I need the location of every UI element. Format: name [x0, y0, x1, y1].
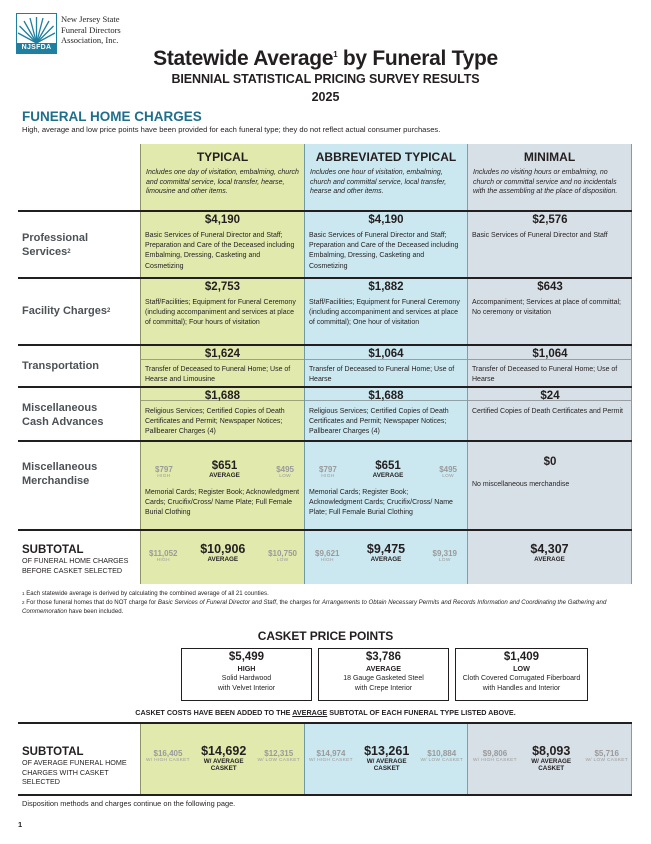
section-heading: FUNERAL HOME CHARGES: [22, 109, 202, 124]
cell-facility-minimal: [472, 281, 628, 318]
row-label-transportation: [22, 359, 134, 373]
logo-line: Funeral Directors: [61, 24, 121, 35]
price: $4,190: [204, 214, 241, 226]
high-price: $9,806 W/ HIGH CASKET: [473, 749, 517, 763]
row-rule: [18, 794, 632, 796]
survey-year: 2025: [311, 90, 340, 104]
cell-merch-abbreviated: [309, 444, 463, 526]
subtotal-subtitle: OF FUNERAL HOME CHARGES BEFORE CASKET SELECTED: [22, 556, 129, 575]
average-price: $9,475 AVERAGE: [366, 542, 406, 563]
row-rule: [18, 529, 632, 531]
item-description: Religious Services; Certified Copies of Death Certificates and Permit; Newspaper Notices; Pallbearer Charges (4): [309, 408, 449, 436]
cell-facility-typical: [145, 281, 300, 329]
price: $4,190: [368, 214, 404, 226]
cell-cash-typical: [145, 390, 300, 438]
column-header-minimal: MINIMAL: [523, 150, 576, 164]
footnotes: [22, 589, 632, 616]
item-description: Memorial Cards; Register Book; Acknowledgment Cards; Crucifix/Cross/ Name Plate; Full Female Burial Clothing: [145, 489, 300, 517]
subtotal-with-casket-table: [18, 722, 632, 796]
price: $0: [543, 456, 557, 468]
price-range: [155, 460, 294, 479]
casket-note: CASKET COSTS HAVE BEEN ADDED TO THE AVERAGE SUBTOTAL OF EACH FUNERAL TYPE LISTED ABOVE.: [135, 708, 516, 717]
low-price: $10,884 W/ LOW CASKET: [420, 749, 463, 763]
price: $1,624: [204, 348, 241, 360]
cell-merch-typical: [145, 444, 300, 526]
low-price: $495 LOW: [276, 465, 294, 479]
cell-professional-abbreviated: [309, 214, 463, 272]
row-label-line: Services: [22, 246, 68, 258]
item-description: Transfer of Deceased to Funeral Home; Use of Hearse: [309, 366, 455, 384]
cell-transportation-typical: [145, 348, 300, 385]
row-label-line: Facility Charges: [22, 305, 107, 317]
low-price: $12,315 W/ LOW CASKET: [257, 749, 300, 763]
row-label-line: Miscellaneous: [22, 402, 98, 414]
row-label-line: Miscellaneous: [22, 461, 98, 473]
logo-line: Association, Inc.: [61, 35, 119, 45]
subtotal-title: SUBTOTAL: [22, 544, 84, 556]
low-price: $495 LOW: [439, 465, 457, 479]
high-price: $797 HIGH: [155, 465, 173, 479]
price: $1,882: [368, 281, 404, 293]
subtotal-typical: [149, 542, 297, 563]
column-desc-typical: Includes one day of visitation, embalming, church and committal service, local transfer, hearse, limousine and other items.: [146, 169, 299, 196]
price: $1,064: [532, 348, 568, 360]
casket-desc: with Velvet Interior: [217, 685, 276, 692]
average-price: $651 AVERAGE: [209, 460, 240, 479]
casket-low-box: [455, 648, 588, 701]
casket-tier: HIGH: [237, 664, 256, 673]
price: $2,576: [532, 214, 568, 226]
row-label-professional: [22, 231, 134, 259]
footnote-1: $^1$ Each statewide average is derived by calculating the combined average of all 21 counties.: [22, 590, 269, 597]
casket-desc: Cloth Covered Corrugated Fiberboard: [462, 675, 581, 682]
sunburst-icon: [17, 14, 56, 44]
subtotal2-typical: [146, 744, 300, 772]
low-price: $5,716 W/ LOW CASKET: [585, 749, 628, 763]
high-price: $9,621 HIGH: [315, 549, 340, 563]
section-note: High, average and low price points have been provided for each funeral type; they do not reflect actual consumer purchases.: [22, 125, 441, 134]
price: $643: [537, 281, 563, 293]
row-label-cash-advances: [22, 401, 134, 429]
row-rule: [18, 386, 632, 388]
title-footnote-mark: 1: [333, 50, 338, 59]
row-rule: [18, 722, 632, 724]
subtotal-label: [22, 544, 136, 575]
cell-professional-typical: [145, 214, 300, 272]
price: $24: [540, 390, 560, 402]
subtotal-subtitle: OF AVERAGE FUNERAL HOME CHARGES WITH CASKET SELECTED: [22, 758, 127, 787]
price: $1,688: [368, 390, 404, 402]
average-label: AVERAGE: [534, 556, 565, 563]
column-desc-minimal: Includes no visiting hours or embalming, no church or committal service and no incidentals with the assembling at the place of disposition.: [473, 169, 618, 196]
high-price: $16,405 W/ HIGH CASKET: [146, 749, 190, 763]
casket-price: $5,499: [228, 651, 265, 663]
row-rule: [18, 344, 632, 346]
cell-transportation-minimal: [472, 348, 628, 385]
average-price: $8,093 W/ AVERAGE CASKET: [531, 744, 572, 772]
cell-transportation-abbreviated: [309, 348, 463, 385]
row-rule: [18, 277, 632, 279]
price: $2,753: [204, 281, 241, 293]
item-description: Religious Services; Certified Copies of Death Certificates and Permit; Newspaper Notices; Pallbearer Charges (4): [145, 408, 285, 436]
high-price: $14,974 W/ HIGH CASKET: [309, 749, 353, 763]
price: $1,688: [204, 390, 241, 402]
high-price: $797 HIGH: [319, 465, 337, 479]
charges-table: [18, 144, 632, 584]
row-label-line: Merchandise: [22, 475, 90, 487]
continuation-note: Disposition methods and charges continue on the following page.: [22, 799, 236, 808]
logo-line: New Jersey State: [61, 14, 120, 24]
column-header-abbreviated: ABBREVIATED TYPICAL: [315, 150, 457, 164]
subtotal2-abbreviated: [309, 744, 463, 772]
item-description: Basic Services of Funeral Director and Staff; Preparation and Care of the Deceased including Embalming, Dressing, Casketing and Cosmetizing: [309, 232, 459, 270]
casket-high-box: [181, 648, 312, 701]
average-price: $13,261 W/ AVERAGE CASKET: [364, 744, 410, 772]
casket-tier: AVERAGE: [365, 664, 401, 673]
item-description: Memorial Cards; Register Book; Acknowledgment Cards; Crucifix/Cross/ Name Plate; Full Female Burial Clothing: [309, 489, 453, 517]
subtotal-title: SUBTOTAL: [22, 746, 84, 758]
average-price: $651 AVERAGE: [372, 460, 404, 479]
subtotal-abbreviated: [315, 542, 457, 563]
item-description: Accompaniment; Services at place of committal; No ceremony or visitation: [472, 299, 622, 317]
casket-desc: 18 Gauge Gasketed Steel: [343, 675, 424, 682]
cell-professional-minimal: [472, 214, 628, 241]
average-price: $10,906 AVERAGE: [200, 542, 246, 563]
cell-cash-minimal: [472, 390, 628, 417]
average-price: $14,692 W/ AVERAGE CASKET: [201, 744, 247, 772]
casket-title: CASKET PRICE POINTS: [257, 629, 394, 643]
cell-merch-minimal: [472, 456, 628, 490]
low-price: $10,750 LOW: [268, 549, 297, 563]
casket-price: $3,786: [365, 651, 402, 663]
item-description: Basic Services of Funeral Director and Staff; Preparation and Care of the Deceased including Embalming, Dressing, Casketing and Cosmetizing: [145, 232, 295, 270]
footnote-mark: 2: [106, 308, 111, 314]
item-description: Staff/Facilities; Equipment for Funeral Ceremony (including accompaniment and services at place of committal); Four hours of visitation: [145, 299, 296, 327]
item-description: No miscellaneous merchandise: [472, 481, 570, 488]
row-rule: [18, 440, 632, 442]
high-price: $11,052 HIGH: [149, 549, 178, 563]
logo-abbrev: NJSFDA: [17, 43, 56, 53]
item-description: Certified Copies of Death Certificates and Permit: [472, 408, 623, 415]
cell-facility-abbreviated: [309, 281, 463, 329]
subtotal2-minimal: [473, 744, 628, 772]
price-range: [319, 460, 457, 479]
casket-desc: with Handles and Interior: [482, 685, 561, 692]
column-desc-abbreviated: Includes one hour of visitation, embalming, church and committal service, local transfer, hearse and other items.: [310, 169, 447, 196]
casket-tier: LOW: [513, 664, 530, 673]
row-label-line: Cash Advances: [22, 416, 104, 428]
item-description: Transfer of Deceased to Funeral Home; Use of Hearse and Limousine: [145, 366, 291, 384]
item-description: Basic Services of Funeral Director and Staff: [472, 232, 608, 239]
footnote-2: $^2$ For those funeral homes that do NOT charge for Basic Services of Funeral Director and Staff, the charges for Arrangements to Obtain Necessary Permits and Records Information and Coordinating the Gathering and Commemoration have been included.: [22, 599, 607, 615]
casket-desc: with Crepe Interior: [354, 685, 413, 692]
column-header-typical: TYPICAL: [196, 150, 249, 164]
average-price: $4,307: [530, 542, 569, 556]
row-label-line: Professional: [22, 232, 89, 244]
item-description: Staff/Facilities; Equipment for Funeral Ceremony (including accompaniment and services at place of committal); One hour of visitation: [309, 299, 460, 327]
title-rest: by Funeral Type: [337, 47, 498, 70]
low-price: $9,319 LOW: [432, 549, 457, 563]
item-description: Transfer of Deceased to Funeral Home; Use of Hearse: [472, 366, 618, 384]
casket-average-box: [318, 648, 449, 701]
casket-price: $1,409: [503, 651, 540, 663]
row-label-merchandise: [22, 460, 134, 488]
page-number: 1: [18, 820, 23, 829]
price: $1,064: [368, 348, 404, 360]
casket-desc: Solid Hardwood: [221, 675, 272, 682]
page-title: [0, 47, 651, 71]
row-label-line: Transportation: [22, 360, 100, 372]
page-subtitle: BIENNIAL STATISTICAL PRICING SURVEY RESULTS: [171, 72, 480, 86]
footnote-mark: 2: [67, 249, 71, 255]
row-label-facility: [22, 304, 134, 318]
subtotal-label: [22, 746, 140, 787]
title-main: Statewide Average: [153, 47, 334, 70]
subtotal-minimal: [467, 542, 632, 563]
cell-cash-abbreviated: [309, 390, 463, 438]
row-rule: [18, 210, 632, 212]
